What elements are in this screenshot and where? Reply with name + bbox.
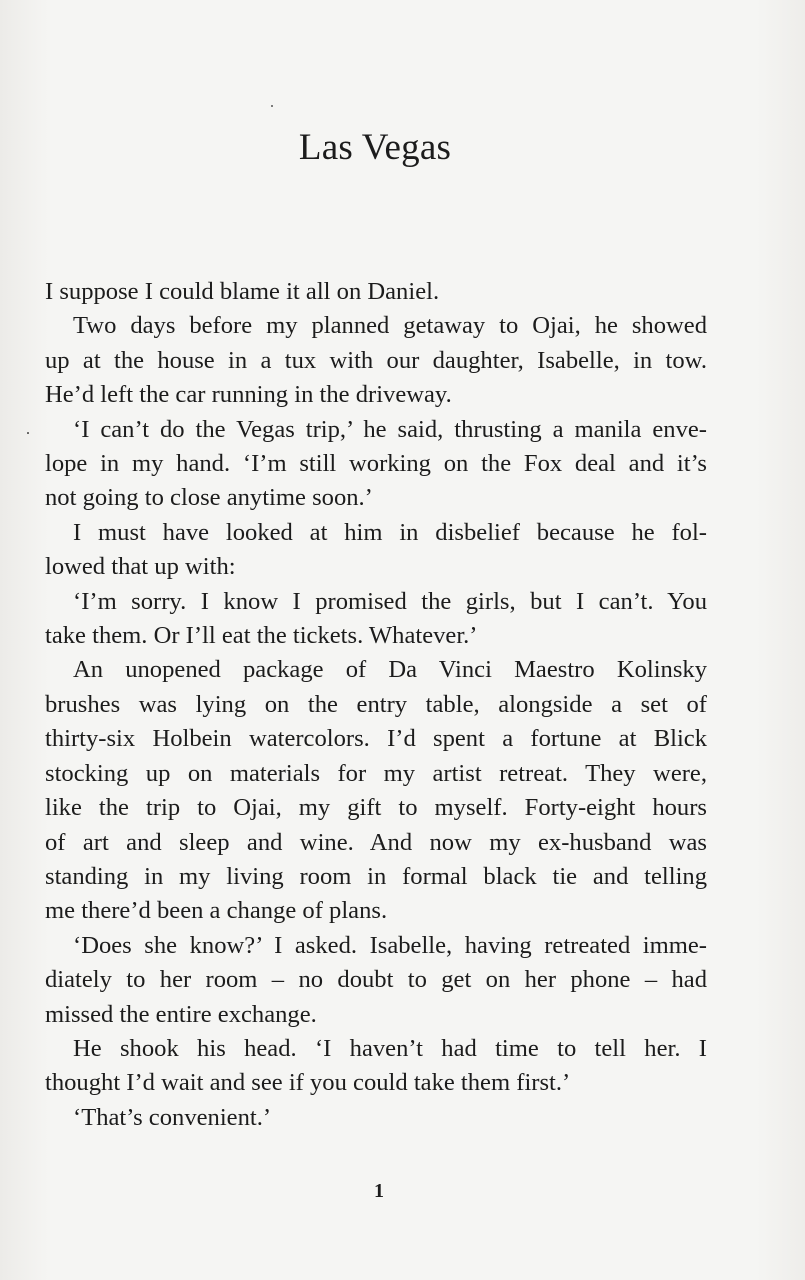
- paragraph: [45, 413, 707, 516]
- paragraph: [45, 929, 707, 1032]
- print-speck: [271, 105, 273, 107]
- text-line: missed the entire exchange.: [45, 1000, 317, 1028]
- text-line: brushes was lying on the entry table, alongside a set of: [45, 690, 707, 718]
- text-line: ‘I’m sorry. I know I promised the girls, but I can’t. You: [73, 587, 707, 615]
- text-line: diately to her room – no doubt to get on her phone – had: [45, 966, 707, 994]
- text-line: of art and sleep and wine. And now my ex-husband was: [45, 828, 707, 856]
- paragraph: [45, 1032, 707, 1101]
- text-line: ‘I can’t do the Vegas trip,’ he said, thrusting a manila enve-: [73, 415, 707, 443]
- text-line: He shook his head. ‘I haven’t had time to tell her. I: [73, 1034, 707, 1062]
- print-speck: [27, 432, 29, 434]
- text-line: Two days before my planned getaway to Ojai, he showed: [73, 312, 707, 340]
- body-text: [45, 275, 707, 1135]
- text-line: lope in my hand. ‘I’m still working on the Fox deal and it’s: [45, 450, 707, 478]
- text-line: not going to close anytime soon.’: [45, 484, 373, 512]
- text-line: standing in my living room in formal black tie and telling: [45, 862, 707, 890]
- page-number: 1: [374, 1180, 384, 1202]
- paragraph: [45, 653, 707, 928]
- text-line: take them. Or I’ll eat the tickets. Whatever.’: [45, 622, 478, 650]
- text-line: lowed that up with:: [45, 553, 236, 581]
- paragraph: [45, 275, 707, 309]
- text-line: up at the house in a tux with our daughter, Isabelle, in tow.: [45, 346, 707, 374]
- paragraph: [45, 516, 707, 585]
- text-line: like the trip to Ojai, my gift to myself. Forty-eight hours: [45, 794, 707, 822]
- text-line: stocking up on materials for my artist retreat. They were,: [45, 759, 707, 787]
- chapter-title: Las Vegas: [298, 127, 452, 168]
- text-line: I must have looked at him in disbelief because he fol-: [73, 518, 707, 546]
- text-line: He’d left the car running in the driveway.: [45, 381, 452, 409]
- text-line: thought I’d wait and see if you could take them first.’: [45, 1069, 571, 1097]
- text-line: I suppose I could blame it all on Daniel.: [45, 278, 440, 305]
- text-line: ‘Does she know?’ I asked. Isabelle, having retreated imme-: [73, 931, 707, 959]
- paragraph: [45, 585, 707, 654]
- text-line: An unopened package of Da Vinci Maestro Kolinsky: [73, 656, 707, 684]
- text-line: ‘That’s convenient.’: [73, 1103, 272, 1131]
- paragraph: [45, 1101, 707, 1135]
- paragraph: [45, 309, 707, 412]
- text-line: thirty-six Holbein watercolors. I’d spent a fortune at Blick: [45, 725, 707, 753]
- text-line: me there’d been a change of plans.: [45, 897, 388, 925]
